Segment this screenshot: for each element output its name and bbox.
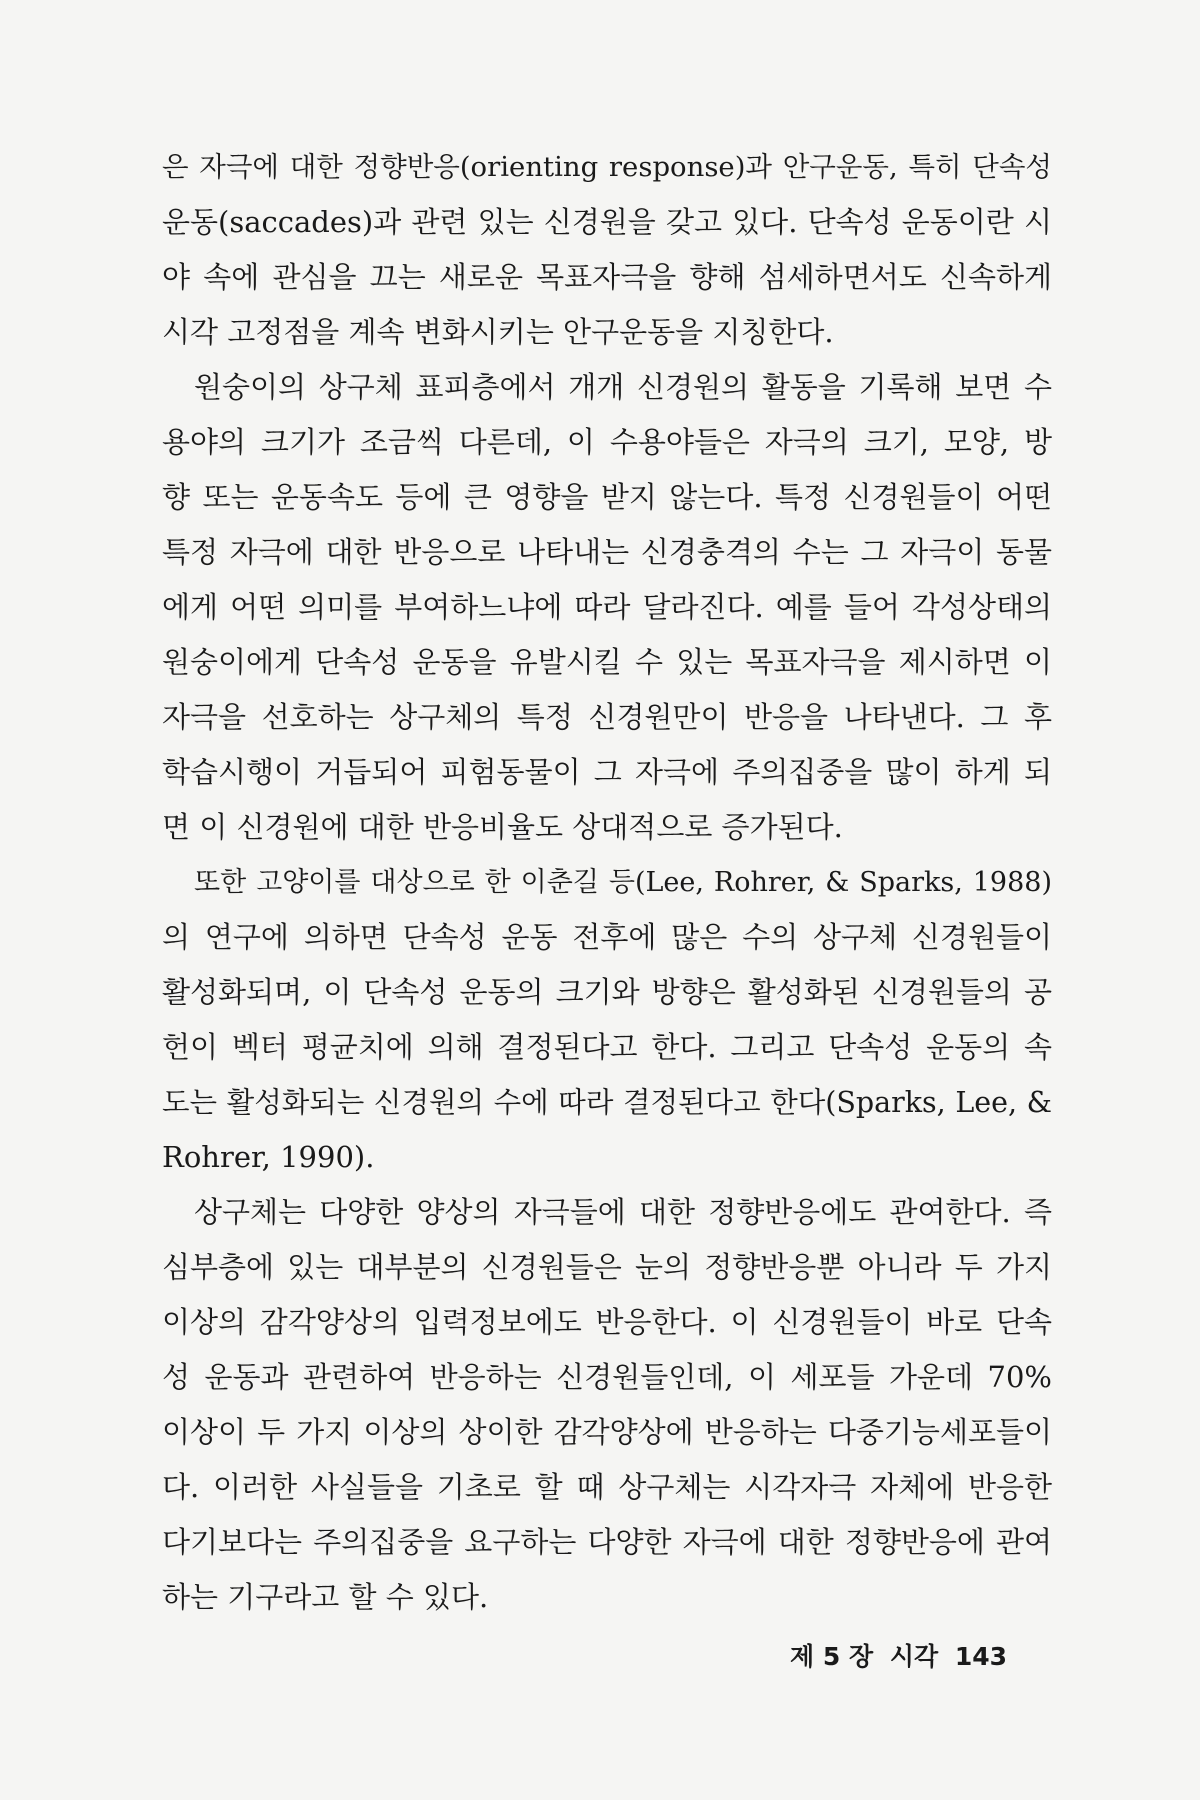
paragraph-1 — [162, 140, 1052, 360]
text-line: 활성화되며, 이 단속성 운동의 크기와 방향은 활성화된 신경원들의 공 — [162, 975, 1052, 1009]
paragraph-3 — [162, 855, 1052, 1185]
text-line: 시각 고정점을 계속 변화시키는 안구운동을 지칭한다. — [162, 315, 834, 349]
text-line: 학습시행이 거듭되어 피험동물이 그 자극에 주의집중을 많이 하게 되 — [162, 755, 1052, 789]
text-line: 에게 어떤 의미를 부여하느냐에 따라 달라진다. 예를 들어 각성상태의 — [162, 590, 1052, 624]
text-line: 하는 기구라고 할 수 있다. — [162, 1580, 489, 1614]
body-text — [162, 140, 1052, 1625]
text-line: 이상의 감각양상의 입력정보에도 반응한다. 이 신경원들이 바로 단속 — [162, 1305, 1052, 1339]
text-line: 운동(saccades)과 관련 있는 신경원을 갖고 있다. 단속성 운동이란 시 — [162, 205, 1052, 239]
text-line: Rohrer, 1990). — [162, 1140, 375, 1174]
text-line: 상구체는 다양한 양상의 자극들에 대한 정향반응에도 관여한다. 즉 — [194, 1195, 1052, 1229]
text-line: 면 이 신경원에 대한 반응비율도 상대적으로 증가된다. — [162, 810, 843, 844]
text-line: 성 운동과 관련하여 반응하는 신경원들인데, 이 세포들 가운데 70% — [162, 1360, 1052, 1394]
text-line: 헌이 벡터 평균치에 의해 결정된다고 한다. 그리고 단속성 운동의 속 — [162, 1030, 1052, 1064]
text-line: 향 또는 운동속도 등에 큰 영향을 받지 않는다. 특정 신경원들이 어떤 — [162, 480, 1052, 514]
text-line: 은 자극에 대한 정향반응(orienting response)과 안구운동, 특히 단속성 — [162, 151, 1052, 183]
text-line: 의 연구에 의하면 단속성 운동 전후에 많은 수의 상구체 신경원들이 — [162, 920, 1052, 954]
text-line: 자극을 선호하는 상구체의 특정 신경원만이 반응을 나타낸다. 그 후 — [162, 700, 1052, 734]
text-line: 원숭이의 상구체 표피층에서 개개 신경원의 활동을 기록해 보면 수 — [194, 370, 1052, 404]
text-line: 용야의 크기가 조금씩 다른데, 이 수용야들은 자극의 크기, 모양, 방 — [162, 425, 1052, 459]
text-line: 야 속에 관심을 끄는 새로운 목표자극을 향해 섬세하면서도 신속하게 — [162, 260, 1052, 294]
text-line: 특정 자극에 대한 반응으로 나타내는 신경충격의 수는 그 자극이 동물 — [162, 535, 1052, 569]
chapter-label: 제 5 장 — [790, 1642, 874, 1671]
page-number: 143 — [954, 1642, 1008, 1671]
text-line: 이상이 두 가지 이상의 상이한 감각양상에 반응하는 다중기능세포들이 — [162, 1415, 1052, 1449]
text-line: 도는 활성화되는 신경원의 수에 따라 결정된다고 한다(Sparks, Lee, & — [162, 1086, 1052, 1119]
paragraph-2 — [162, 360, 1052, 855]
text-line: 다. 이러한 사실들을 기초로 할 때 상구체는 시각자극 자체에 반응한 — [162, 1470, 1052, 1504]
page-footer — [790, 1637, 1050, 1673]
text-line: 다기보다는 주의집중을 요구하는 다양한 자극에 대한 정향반응에 관여 — [162, 1525, 1052, 1559]
section-label: 시각 — [889, 1642, 939, 1671]
text-line: 또한 고양이를 대상으로 한 이춘길 등(Lee, Rohrer, & Sparks, 1988) — [194, 867, 1052, 898]
text-line: 심부층에 있는 대부분의 신경원들은 눈의 정향반응뿐 아니라 두 가지 — [162, 1250, 1052, 1284]
paragraph-4 — [162, 1185, 1052, 1625]
text-line: 원숭이에게 단속성 운동을 유발시킬 수 있는 목표자극을 제시하면 이 — [162, 645, 1052, 679]
